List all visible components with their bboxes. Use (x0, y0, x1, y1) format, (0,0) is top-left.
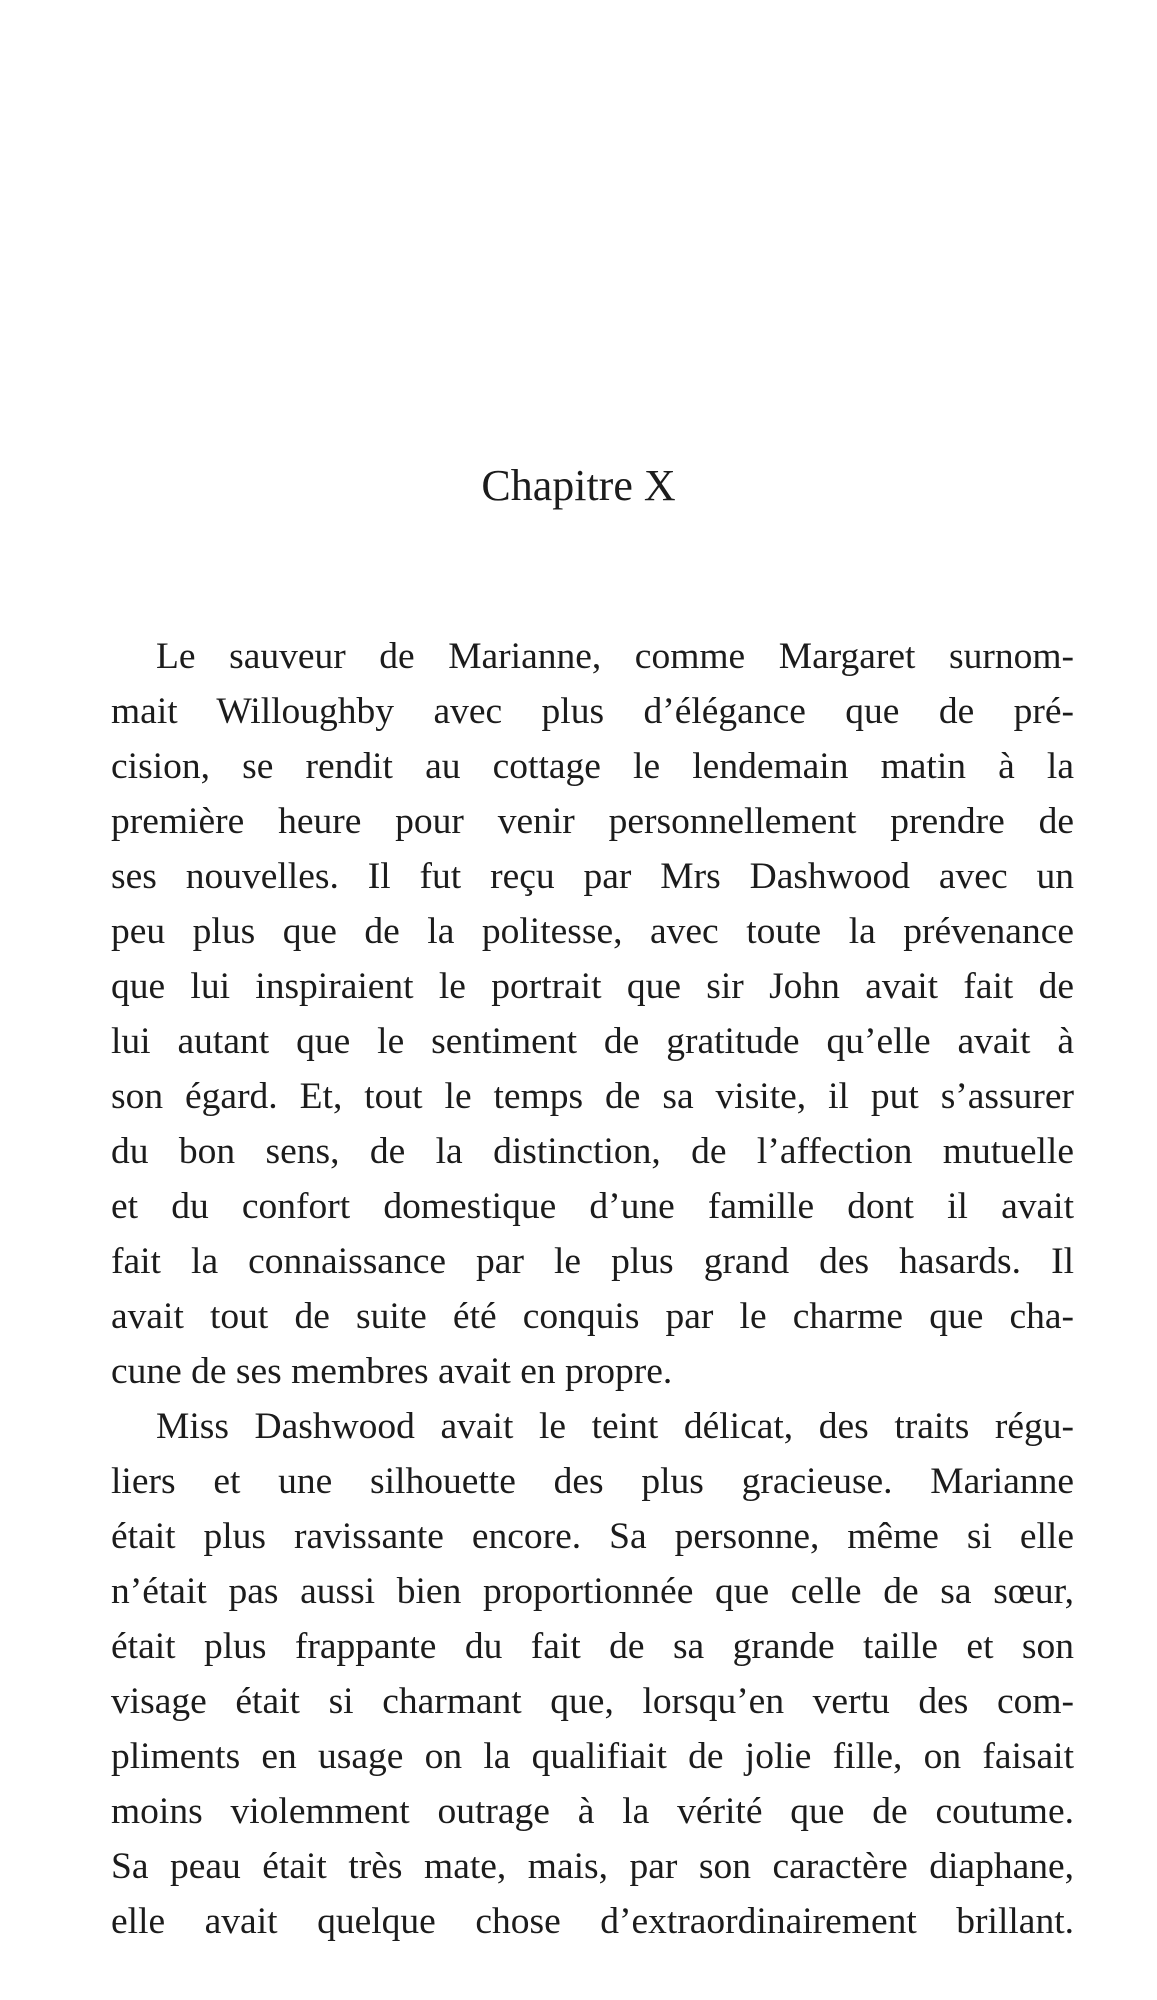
text-line: Sa peau était très mate, mais, par son caractère diaphane, (111, 1846, 1074, 1887)
paragraph-2 (111, 1399, 1074, 1949)
body-text (111, 629, 1074, 1949)
text-line: première heure pour venir personnellement prendre de (111, 801, 1074, 842)
text-line: peu plus que de la politesse, avec toute la prévenance (111, 911, 1074, 952)
text-line: elle avait quelque chose d’extraordinairement brillant. (111, 1901, 1074, 1942)
text-line: cune de ses membres avait en propre. (111, 1351, 673, 1392)
text-line: n’était pas aussi bien proportionnée que celle de sa sœur, (111, 1571, 1074, 1612)
text-line: était plus ravissante encore. Sa personne, même si elle (111, 1516, 1074, 1557)
chapter-title: Chapitre X (481, 461, 676, 510)
text-line: moins violemment outrage à la vérité que de coutume. (111, 1791, 1074, 1832)
text-line: fait la connaissance par le plus grand des hasards. Il (111, 1241, 1074, 1282)
text-line: était plus frappante du fait de sa grande taille et son (111, 1626, 1074, 1667)
text-line: que lui inspiraient le portrait que sir John avait fait de (111, 966, 1074, 1007)
text-line: visage était si charmant que, lorsqu’en vertu des com- (111, 1681, 1074, 1722)
text-line: mait Willoughby avec plus d’élégance que de pré- (111, 691, 1074, 732)
text-line: lui autant que le sentiment de gratitude qu’elle avait à (111, 1021, 1074, 1062)
text-line: son égard. Et, tout le temps de sa visite, il put s’assurer (111, 1076, 1074, 1117)
text-line: cision, se rendit au cottage le lendemain matin à la (111, 746, 1074, 787)
text-line: avait tout de suite été conquis par le charme que cha- (111, 1296, 1074, 1337)
text-line: pliments en usage on la qualifiait de jolie fille, on faisait (111, 1736, 1074, 1777)
text-line: Le sauveur de Marianne, comme Margaret surnom- (156, 636, 1074, 677)
paragraph-1 (111, 629, 1074, 1399)
text-line: Miss Dashwood avait le teint délicat, des traits régu- (156, 1406, 1074, 1447)
text-line: ses nouvelles. Il fut reçu par Mrs Dashwood avec un (111, 856, 1074, 897)
text-line: du bon sens, de la distinction, de l’affection mutuelle (111, 1131, 1074, 1172)
text-line: et du confort domestique d’une famille dont il avait (111, 1186, 1074, 1227)
text-line: liers et une silhouette des plus gracieuse. Marianne (111, 1461, 1074, 1502)
